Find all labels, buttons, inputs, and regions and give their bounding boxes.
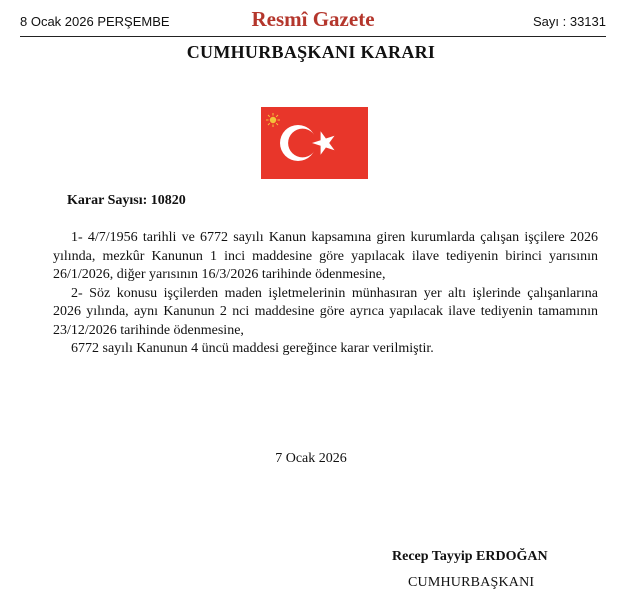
signatory-name: Recep Tayyip ERDOĞAN bbox=[392, 549, 548, 564]
emblem-sun-icon bbox=[266, 113, 280, 127]
header-date: 8 Ocak 2026 PERŞEMBE bbox=[20, 14, 170, 29]
turkish-flag-icon bbox=[261, 107, 368, 179]
decree-date: 7 Ocak 2026 bbox=[275, 451, 347, 466]
signatory-title: CUMHURBAŞKANI bbox=[408, 575, 535, 590]
article-2: 2- Söz konusu işçilerden maden işletmelerinin münhasıran yer altı işlerinde çalışanlarına 2026 yılında, aynı Kanunun 2 nci maddesine göre ayrıca yapılacak ilave tediyenin tamamının 23/12/2026 tarihinde ödenmesine, bbox=[53, 285, 598, 338]
closing-clause: 6772 sayılı Kanunun 4 üncü maddesi gereğince karar verilmiştir. bbox=[71, 341, 434, 356]
page-title: CUMHURBAŞKANI KARARI bbox=[186, 42, 436, 62]
decree-body bbox=[53, 229, 598, 359]
gazette-header bbox=[20, 6, 606, 37]
article-1: 1- 4/7/1956 tarihli ve 6772 sayılı Kanun kapsamına giren kurumlarda çalışan işçilere 2026 yılında, mezkûr Kanunun 1 inci maddesine göre yapılacak ilave tediyenin birinci yarısının 26/1/2026, diğer yarısının 16/3/2026 tarihinde ödenmesine, bbox=[53, 230, 598, 282]
issue-number: Sayı : 33131 bbox=[533, 14, 606, 29]
masthead-title: Resmî Gazete bbox=[251, 7, 375, 31]
decision-number: Karar Sayısı: 10820 bbox=[67, 193, 186, 208]
